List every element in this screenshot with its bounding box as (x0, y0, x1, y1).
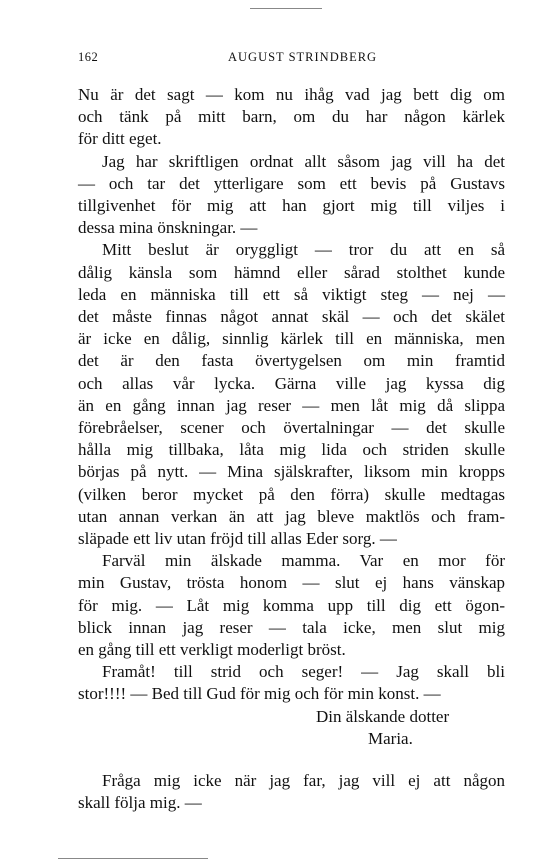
text-line: är icke en dålig, sinnlig kärlek till en människa, men (78, 329, 505, 349)
text-line: för mig. — Låt mig komma upp till dig ett ögon- (78, 595, 505, 615)
text-line: Mitt beslut är oryggligt — tror du att en så (102, 240, 505, 260)
text-line: släpade ett liv utan fröjd till allas Eder sorg. — (78, 529, 397, 549)
text-line: och allas vår lycka. Gärna ville jag kyssa dig (78, 373, 505, 393)
text-line: Jag har skriftligen ordnat allt såsom jag vill ha det (102, 151, 505, 171)
text-line: Nu är det sagt — kom nu ihåg vad jag bett dig om (78, 85, 505, 104)
text-line: än en gång innan jag reser — men låt mig då slippa (78, 395, 505, 415)
text-line: tillgivenhet för mig att han gjort mig till viljes i (78, 196, 505, 216)
text-line: det är den fasta övertygelsen om min framtid (78, 351, 505, 371)
postscript (78, 770, 505, 814)
signature (78, 706, 505, 750)
text-line: skall följa mig. — (78, 793, 202, 813)
body-text (78, 84, 505, 815)
text-line: Fråga mig icke när jag far, jag vill ej att någon (102, 771, 505, 791)
text-line: hålla mig tillbaka, låta mig lida och striden skulle (78, 440, 505, 460)
text-line: leda en människa till ett så viktigt steg — nej — (78, 284, 505, 304)
text-line: börjas på nytt. — Mina själskrafter, liksom min kropps (78, 462, 505, 482)
paragraph-2 (78, 151, 505, 240)
paragraph-4 (78, 550, 505, 661)
text-line: dessa mina önskningar. — (78, 218, 258, 238)
text-line: (vilken beror mycket på den förra) skulle medtagas (78, 484, 505, 504)
text-line: en gång till ett verkligt moderligt bröst. (78, 640, 346, 660)
signature-closing: Din älskande dotter (316, 706, 450, 726)
paragraph-3 (78, 239, 505, 550)
page-number: 162 (78, 50, 99, 64)
text-line: dålig känsla som hämnd eller sårad stolthet kunde (78, 262, 505, 282)
text-line: min Gustav, trösta honom — slut ej hans vänskap (78, 573, 505, 593)
signature-name: Maria. (368, 728, 413, 748)
text-line: Framåt! till strid och seger! — Jag skall bli (102, 662, 505, 682)
paragraph-1 (78, 84, 505, 151)
text-line: stor!!!! — Bed till Gud för mig och för min konst. — (78, 684, 441, 704)
text-line: utan annan verkan än att jag bleve maktlös och fram- (78, 506, 505, 526)
text-line: Farväl min älskade mamma. Var en mor för (102, 551, 505, 571)
text-line: förebråelser, scener och övertalningar — det skulle (78, 418, 505, 438)
text-line: det måste finnas något annat skäl — och det skälet (78, 307, 505, 327)
page-header (78, 50, 505, 70)
bottom-rule (58, 858, 208, 859)
paragraph-5 (78, 661, 505, 705)
running-head: AUGUST STRINDBERG (228, 50, 378, 64)
text-line: och tänk på mitt barn, om du har någon kärlek (78, 107, 505, 127)
text-line: för ditt eget. (78, 129, 162, 149)
text-line: blick innan jag reser — tala icke, men slut mig (78, 617, 505, 637)
text-line: — och tar det ytterligare som ett bevis på Gustavs (78, 173, 505, 193)
top-rule (250, 8, 322, 9)
